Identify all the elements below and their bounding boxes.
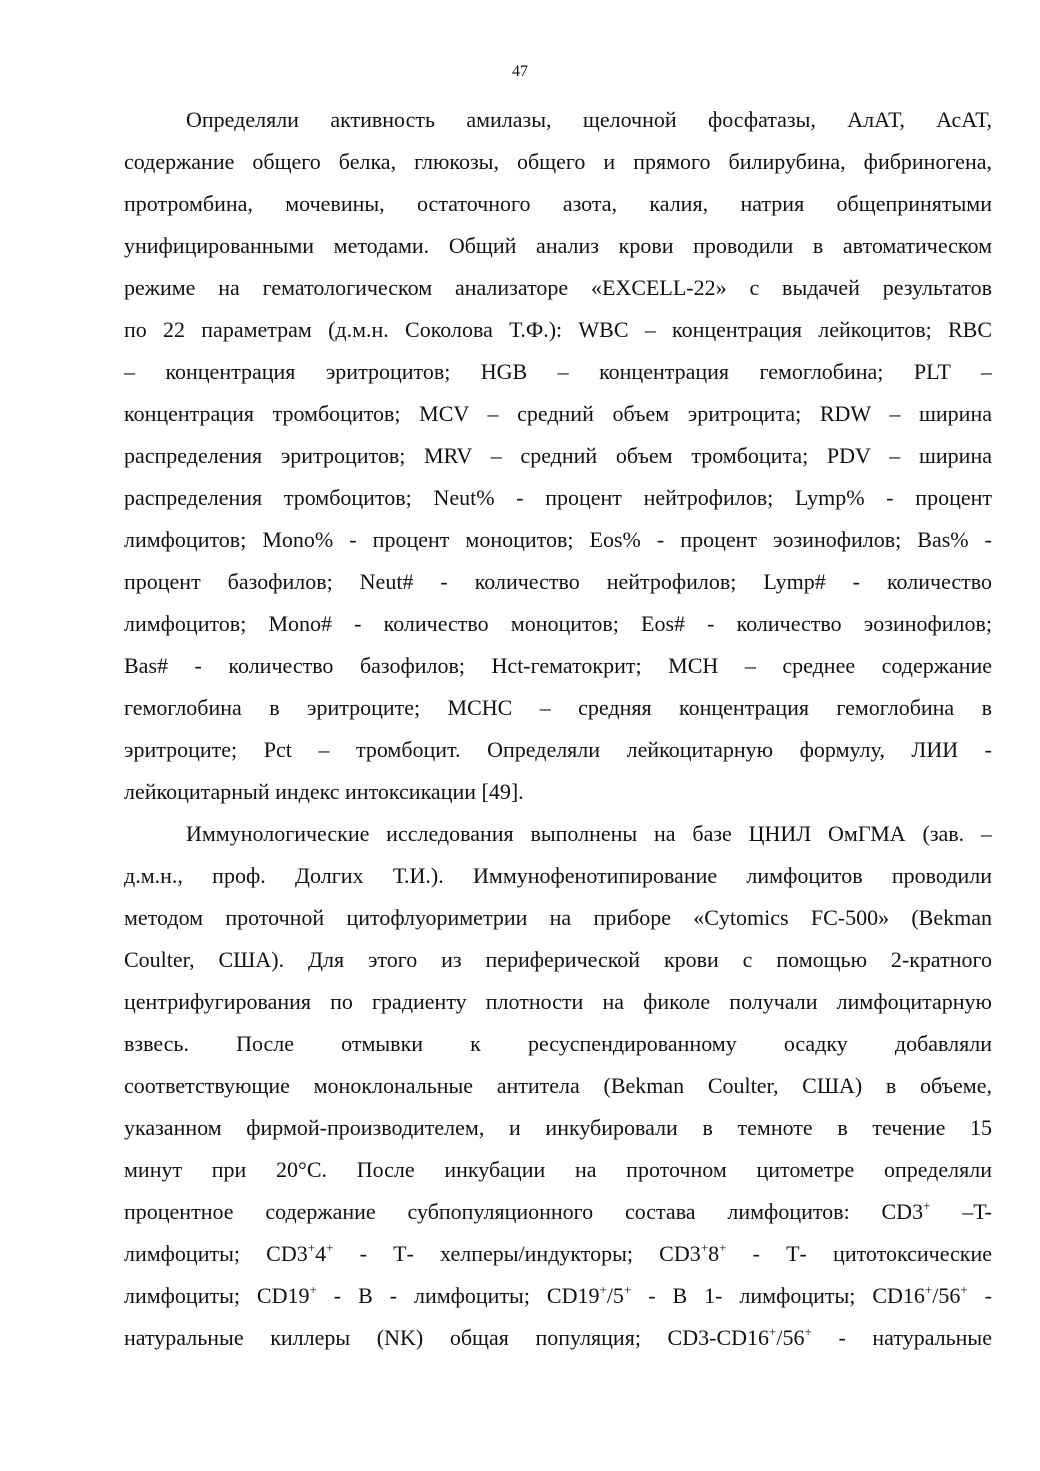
superscript-plus: + — [309, 1282, 317, 1297]
text-line: лимфоцитов; Mono# - количество моноцитов; Eos# - количество эозинофилов; — [124, 611, 992, 636]
text-line: лейкоцитарный индекс интоксикации [49]. — [124, 779, 524, 804]
text-segment: - Т- хелперы/индукторы; CD3 — [333, 1241, 701, 1266]
text-line: взвесь. После отмывки к ресуспендированному осадку добавляли — [124, 1031, 992, 1056]
text-line: минут при 20°С. После инкубации на проточном цитометре определяли — [124, 1157, 992, 1182]
text-line: Определяли активность амилазы, щелочной фосфатазы, АлАТ, АсАТ, — [186, 107, 992, 132]
text-line-cd19-cd16 — [124, 1275, 992, 1317]
text-line: соответствующие моноклональные антитела (Bekman Coulter, США) в объеме, — [124, 1073, 992, 1098]
text-line: лимфоцитов; Mono% - процент моноцитов; Eos% - процент эозинофилов; Bas% - — [124, 527, 992, 552]
text-line-nk — [124, 1317, 992, 1359]
text-segment: /56 — [776, 1325, 805, 1350]
text-line: д.м.н., проф. Долгих Т.И.). Иммунофенотипирование лимфоцитов проводили — [124, 863, 992, 888]
text-segment: - натуральные — [811, 1325, 992, 1350]
text-line: режиме на гематологическом анализаторе «EXCELL-22» с выдачей результатов — [124, 275, 992, 300]
text-segment: 8 — [708, 1241, 720, 1266]
text-segment: - В 1- лимфоциты; CD16 — [631, 1283, 925, 1308]
text-segment: 4 — [315, 1241, 327, 1266]
text-segment: - В - лимфоциты; CD19 — [316, 1283, 600, 1308]
text-segment: - — [967, 1283, 992, 1308]
text-line: по 22 параметрам (д.м.н. Соколова Т.Ф.): WBC – концентрация лейкоцитов; RBC — [124, 317, 992, 342]
text-segment: процентное содержание субпопуляционного состава лимфоцитов: CD3 — [124, 1199, 924, 1224]
text-segment: /56 — [932, 1283, 961, 1308]
superscript-plus: + — [599, 1282, 607, 1297]
text-line: указанном фирмой-производителем, и инкубировали в темноте в течение 15 — [124, 1115, 992, 1140]
superscript-plus: + — [700, 1240, 709, 1255]
superscript-plus: + — [719, 1240, 727, 1255]
text-line: унифицированными методами. Общий анализ крови проводили в автоматическом — [124, 233, 992, 258]
superscript-plus: + — [623, 1282, 632, 1297]
text-line: – концентрация эритроцитов; HGB – концентрация гемоглобина; PLT – — [124, 359, 992, 384]
text-line: гемоглобина в эритроците; MCHC – средняя концентрация гемоглобина в — [124, 695, 992, 720]
text-segment: лимфоциты; CD19 — [124, 1283, 310, 1308]
text-line: эритроците; Pct – тромбоцит. Определяли лейкоцитарную формулу, ЛИИ - — [124, 737, 992, 762]
page-number: 47 — [512, 63, 528, 80]
paragraph-immunology-methods — [124, 813, 992, 1359]
text-segment: - Т- цитотоксические — [726, 1241, 993, 1266]
text-line: содержание общего белка, глюкозы, общего и прямого билирубина, фибриногена, — [124, 149, 992, 174]
text-line: Иммунологические исследования выполнены на базе ЦНИЛ ОмГМА (зав. – — [186, 821, 992, 846]
superscript-plus: + — [307, 1240, 316, 1255]
text-line: распределения тромбоцитов; Neut% - процент нейтрофилов; Lymp% - процент — [124, 485, 992, 510]
superscript-plus: + — [923, 1198, 931, 1213]
text-segment: –T- — [930, 1199, 992, 1224]
text-line: Bas# - количество базофилов; Hct-гематокрит; MCH – среднее содержание — [124, 653, 992, 678]
text-line: методом проточной цитофлуориметрии на приборе «Cytomics FC-500» (Bekman — [124, 905, 992, 930]
text-segment: натуральные киллеры (NK) общая популяция; CD3-CD16 — [124, 1325, 770, 1350]
superscript-plus: + — [804, 1324, 812, 1339]
text-segment: лимфоциты; CD3 — [124, 1241, 308, 1266]
superscript-plus: + — [924, 1282, 933, 1297]
text-segment: /5 — [606, 1283, 624, 1308]
text-line: Coulter, США). Для этого из периферической крови с помощью 2-кратного — [124, 947, 992, 972]
text-line-cd3-cd4-cd8 — [124, 1233, 992, 1275]
document-body — [124, 99, 992, 1359]
text-line: протромбина, мочевины, остаточного азота, калия, натрия общепринятыми — [124, 191, 992, 216]
superscript-plus: + — [326, 1240, 334, 1255]
paragraph-lab-methods — [124, 99, 992, 813]
superscript-plus: + — [960, 1282, 968, 1297]
superscript-plus: + — [769, 1324, 777, 1339]
text-line: центрифугирования по градиенту плотности на фиколе получали лимфоцитарную — [124, 989, 992, 1014]
text-line: распределения эритроцитов; MRV – средний объем тромбоцита; PDV – ширина — [124, 443, 992, 468]
text-line-cd3 — [124, 1191, 992, 1233]
text-line: концентрация тромбоцитов; MCV – средний объем эритроцита; RDW – ширина — [124, 401, 992, 426]
text-line: процент базофилов; Neut# - количество нейтрофилов; Lymp# - количество — [124, 569, 992, 594]
